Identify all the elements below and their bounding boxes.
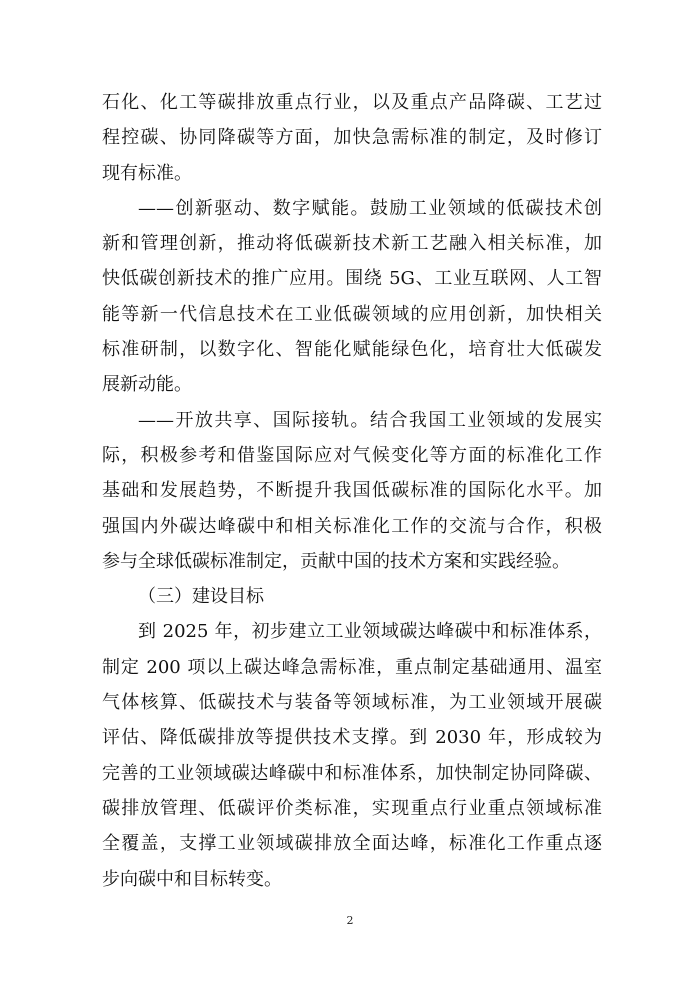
text-line: 新和管理创新，推动将低碳新技术新工艺融入相关标准，加 bbox=[102, 233, 602, 255]
text-line: 碳排放管理、低碳评价类标准，实现重点行业重点领域标准 bbox=[102, 797, 602, 819]
text-line: 气体核算、低碳技术与装备等领域标准，为工业领域开展碳 bbox=[102, 692, 602, 714]
text-line: 强国内外碳达峰碳中和相关标准化工作的交流与合作，积极 bbox=[102, 515, 602, 537]
text-line: 基础和发展趋势，不断提升我国低碳标准的国际化水平。加 bbox=[102, 480, 602, 502]
body-text bbox=[102, 85, 602, 897]
text-line: 快低碳创新技术的推广应用。围绕 5G、工业互联网、人工智 bbox=[102, 268, 602, 290]
section-heading: （三）建设目标 bbox=[138, 586, 264, 608]
text-line: 际，积极参考和借鉴国际应对气候变化等方面的标准化工作 bbox=[102, 444, 602, 466]
page-number: 2 bbox=[346, 914, 354, 927]
text-line: 评估、降低碳排放等提供技术支撑。到 2030 年，形成较为 bbox=[102, 727, 602, 749]
text-line: ——创新驱动、数字赋能。鼓励工业领域的低碳技术创 bbox=[138, 197, 602, 219]
text-line: 石化、化工等碳排放重点行业，以及重点产品降碳、工艺过 bbox=[102, 92, 602, 113]
text-line: 参与全球低碳标准制定，贡献中国的技术方案和实践经验。 bbox=[102, 550, 570, 572]
text-line: 到 2025 年，初步建立工业领域碳达峰碳中和标准体系， bbox=[138, 621, 602, 643]
text-line: ——开放共享、国际接轨。结合我国工业领域的发展实 bbox=[138, 409, 602, 431]
text-line: 展新动能。 bbox=[102, 374, 192, 396]
text-line: 制定 200 项以上碳达峰急需标准，重点制定基础通用、温室 bbox=[102, 656, 602, 678]
text-line: 标准研制，以数字化、智能化赋能绿色化，培育壮大低碳发 bbox=[102, 339, 602, 361]
text-line: 完善的工业领域碳达峰碳中和标准体系，加快制定协同降碳、 bbox=[102, 762, 602, 784]
text-line: 现有标准。 bbox=[102, 162, 192, 184]
text-line: 能等新一代信息技术在工业低碳领域的应用创新，加快相关 bbox=[102, 303, 602, 325]
text-line: 步向碳中和目标转变。 bbox=[102, 868, 282, 890]
text-line: 全覆盖，支撑工业领域碳排放全面达峰，标准化工作重点逐 bbox=[102, 833, 602, 855]
text-line: 程控碳、协同降碳等方面，加快急需标准的制定，及时修订 bbox=[102, 127, 602, 149]
